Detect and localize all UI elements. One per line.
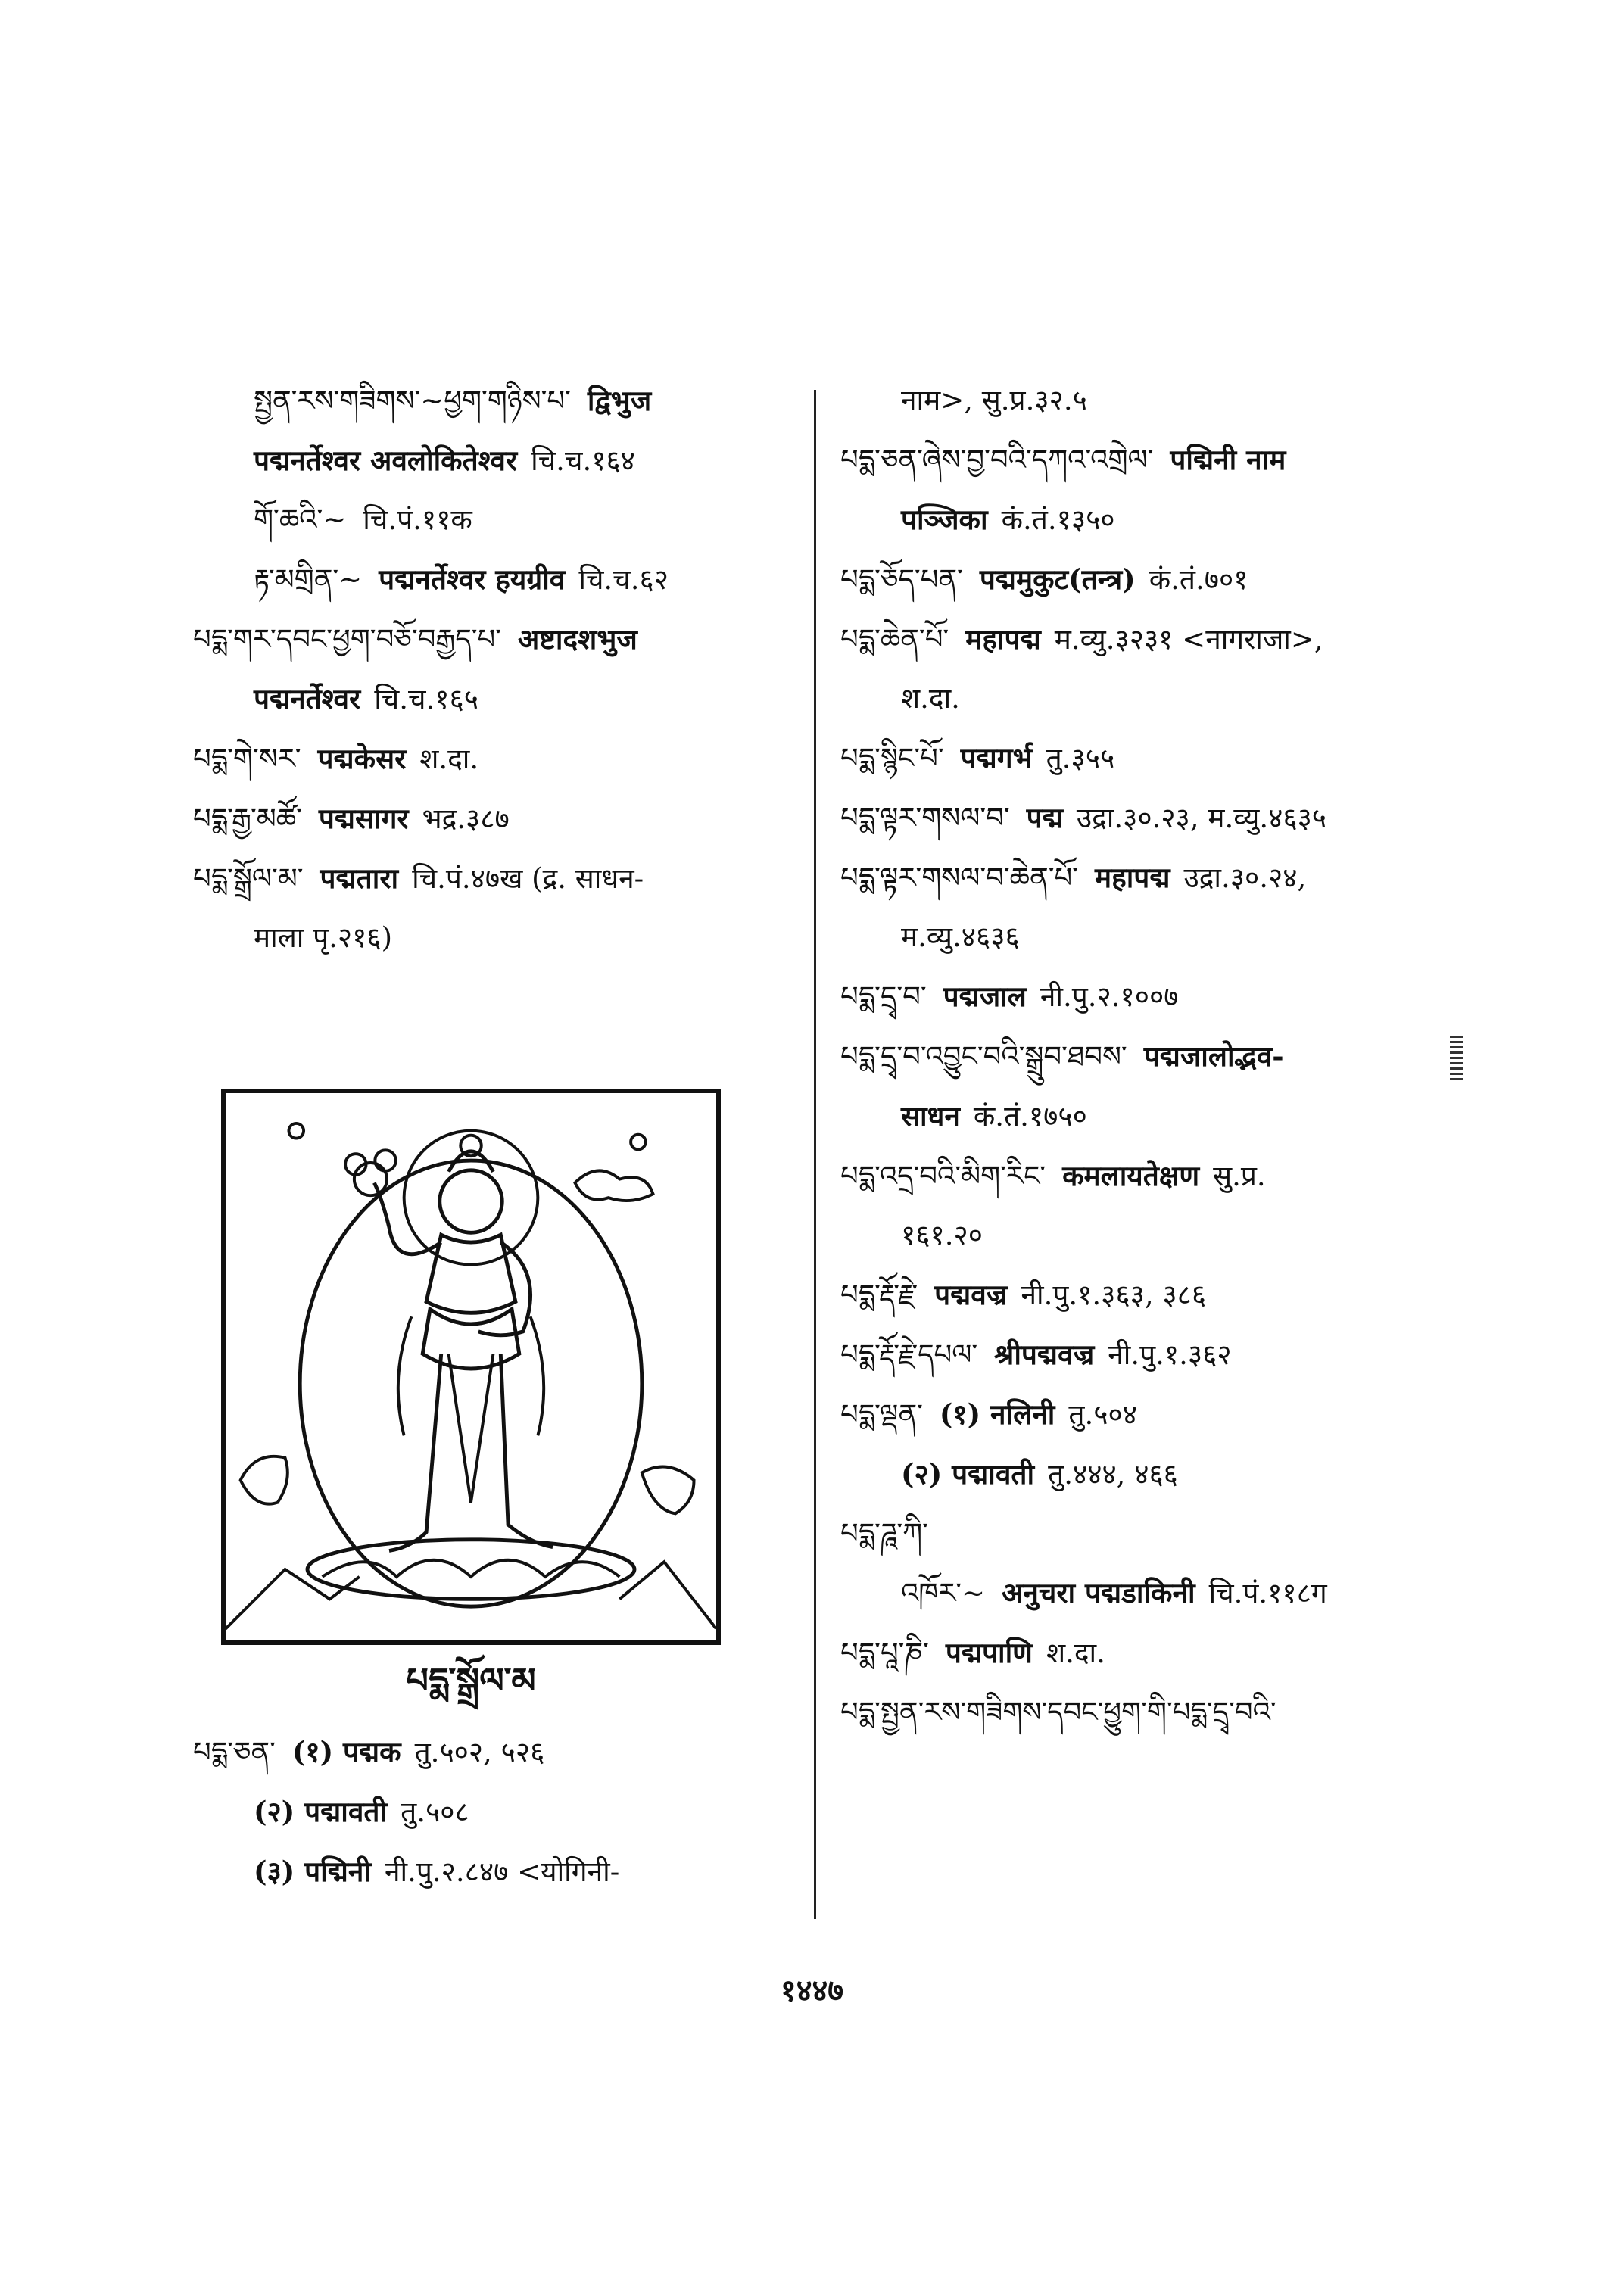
sanskrit-equivalent: पञ्जिका [901,503,988,536]
tibetan-headword: གོ་ཆའི་~ [254,503,347,536]
dictionary-entry [840,1265,1461,1325]
source-reference: तु.५०४ [1068,1398,1137,1431]
sanskrit-equivalent: द्विभुज [587,384,652,417]
source-reference: म.व्यु.४६३६ [901,921,1020,953]
source-reference: कं.तं.१७५० [973,1100,1087,1132]
dictionary-entry [840,1563,1461,1623]
dictionary-entry [193,371,799,431]
sanskrit-equivalent: पद्मनर्तेश्वर हयग्रीव [379,562,566,596]
right-entries [840,371,1461,1742]
dictionary-entry [840,1504,1461,1563]
tibetan-headword: པདྨ་ཆེན་པོ་ [840,623,949,656]
tibetan-headword: རྟ་མགྲིན་~ [254,563,363,596]
tibetan-headword: པདྨ་སྒྲོལ་མ་ [193,862,304,895]
dictionary-entry [840,430,1461,490]
tibetan-headword: པདྨ་རྡོ་རྗེ་དཔལ་ [840,1338,978,1371]
sanskrit-equivalent: (२) पद्मावती [254,1795,388,1828]
sanskrit-equivalent: श्रीपद्मवज्र [994,1338,1095,1371]
tibetan-headword: པདྨ་སྙིང་པོ་ [840,742,944,774]
dictionary-entry [193,669,799,729]
dictionary-entry [840,1146,1461,1206]
sanskrit-equivalent: पद्मसागर [318,802,409,835]
tibetan-headword: པདྨ་རྒྱ་མཚོ་ [193,802,302,835]
sanskrit-equivalent: पद्मिनी नाम [1170,443,1286,476]
tibetan-headword: པདྨ་པཱ་ཎི་ [840,1637,929,1669]
tibetan-headword: པདྨ་ལྟར་གསལ་བ་ [840,802,1010,834]
dictionary-entry [840,490,1461,550]
left-column [193,371,799,967]
left-bottom-entries [193,1722,799,1902]
sanskrit-equivalent: पद्मपाणि [945,1636,1033,1669]
sanskrit-equivalent: पद्मगर्भ [960,741,1033,774]
dictionary-entry [193,550,799,609]
source-reference: उद्रा.३०.२४, [1183,861,1307,894]
dictionary-entry [840,848,1461,908]
padma-tara-illustration [221,1089,721,1645]
source-reference: नी.पु.२.८४७ <योगिनी- [384,1855,620,1888]
sanskrit-equivalent: (३) पद्मिनी [254,1855,371,1888]
sanskrit-equivalent: पद्म [1026,801,1063,834]
dictionary-entry [840,1683,1461,1742]
sanskrit-equivalent: (२) पद्मावती [901,1457,1035,1491]
source-reference: चि.पं.४७ख (द्र. साधन- [412,862,644,895]
column-divider [814,390,816,1919]
tibetan-headword: པདྨ་ལྡན་ [840,1398,923,1431]
source-reference: चि.पं.११क [363,503,472,536]
tibetan-headword: པདྨ་ཅན་ཞེས་བྱ་བའི་དཀའ་འགྲེལ་ [840,444,1154,476]
dictionary-entry [840,1325,1461,1385]
dictionary-entry [840,669,1461,728]
source-reference: श.दा. [1046,1637,1105,1669]
source-reference: श.दा. [901,682,960,715]
left-entries [193,371,799,967]
source-reference: चि.च.६२ [578,563,669,596]
tibetan-headword: པདྨ་ཌཱ་ཀི་ [840,1517,928,1550]
dictionary-entry [840,908,1461,967]
dictionary-entry [193,609,799,669]
source-reference: नी.पु.२.१००७ [1040,980,1179,1013]
source-reference: म.व्यु.३२३१ <नागराजा>, [1054,623,1323,656]
dictionary-entry [193,1782,799,1842]
sanskrit-equivalent: पद्मकेसर [317,742,407,775]
deity-drawing [226,1093,716,1640]
sanskrit-equivalent: पद्ममुकुट(तन्त्र) [979,562,1136,596]
source-reference: तु.४४४, ४६६ [1048,1458,1178,1491]
source-reference: नी.पु.१.३६२ [1108,1338,1232,1371]
dictionary-entry [840,550,1461,609]
dictionary-entry [193,849,799,908]
source-reference: चि.च.१६५ [374,683,479,715]
dictionary-entry [840,1206,1461,1265]
sanskrit-equivalent: पद्मनर्तेश्वर अवलोकितेश्वर [254,444,518,477]
tibetan-headword: པདྨ་སྤྱན་རས་གཟིགས་དབང་ཕྱུག་གི་པདྨ་དྲྭ་བའི་ [840,1696,1276,1728]
source-reference: चि.पं.११८ग [1208,1577,1327,1609]
tibetan-headword: སྤྱན་རས་གཟིགས་~ཕྱག་གཉིས་པ་ [254,385,571,417]
source-reference: श.दा. [419,743,479,775]
source-reference: कं.तं.१३५० [1001,503,1115,536]
tibetan-headword: པདྨ་གར་དབང་ཕྱག་བཅོ་བརྒྱད་པ་ [193,623,502,656]
dictionary-entry [193,729,799,789]
tibetan-headword: འཁོར་~ [901,1577,986,1609]
source-reference: नी.पु.१.३६३, ३८६ [1021,1279,1207,1311]
dictionary-entry [840,609,1461,669]
sanskrit-equivalent: (१) पद्मक [291,1735,401,1768]
dictionary-entry [193,789,799,849]
dictionary-entry [840,1385,1461,1444]
sanskrit-equivalent: पद्मजालोद्भव- [1143,1039,1284,1073]
dictionary-entry [193,1722,799,1782]
source-reference: माला पृ.२१६) [254,921,393,954]
sanskrit-equivalent: महापद्म [1094,861,1170,894]
sanskrit-equivalent: पद्मजाल [943,980,1027,1013]
dictionary-entry [193,1842,799,1902]
source-reference: भद्र.३८७ [422,802,510,835]
tibetan-headword: པདྨ་འདྲ་བའི་མིག་རིང་ [840,1160,1046,1192]
sanskrit-equivalent: महापद्म [965,622,1041,656]
sanskrit-equivalent: कमलायतेक्षण [1062,1159,1200,1192]
sanskrit-equivalent: पद्मतारा [320,861,399,895]
tibetan-headword: པདྨ་ཅོད་པན་ [840,563,963,596]
tibetan-headword: པདྨ་རྡོ་རྗེ་ [840,1279,918,1311]
source-reference: तु.५०८ [401,1796,469,1828]
source-reference: चि.च.१६४ [531,444,635,477]
dictionary-entry [840,967,1461,1027]
sanskrit-equivalent: (१) नलिनी [939,1397,1055,1431]
dictionary-entry [193,908,799,967]
tibetan-headword: པདྨ་དྲྭ་བ་ [840,980,927,1013]
tibetan-headword: པདྨ་ལྟར་གསལ་བ་ཆེན་པོ་ [840,861,1078,894]
margin-thumb-mark [1450,1036,1463,1081]
sanskrit-equivalent: पद्मवज्र [934,1278,1008,1311]
figure-caption: པདྨ་སྒྲོལ་མ [406,1660,536,1701]
dictionary-entry [840,788,1461,848]
source-reference: सु.प्र. [1213,1160,1266,1192]
source-reference: कं.तं.७०१ [1149,563,1248,596]
sanskrit-equivalent: साधन [901,1099,960,1132]
source-reference: तु.३५५ [1046,742,1115,774]
tibetan-headword: པདྨ་དྲྭ་བ་འབྱུང་བའི་སྒྲུབ་ཐབས་ [840,1040,1127,1073]
dictionary-entry [840,728,1461,788]
dictionary-entry [193,431,799,491]
source-reference: तु.५०२, ५२६ [414,1736,545,1768]
page-number: १४४७ [780,1973,844,2008]
source-reference: नाम>, सु.प्र.३२.५ [901,384,1087,416]
source-reference: १६१.२० [901,1219,983,1251]
dictionary-entry [840,1444,1461,1504]
sanskrit-equivalent: पद्मनर्तेश्वर [254,682,361,715]
sanskrit-equivalent: अष्टादशभुज [518,622,637,656]
right-column [840,371,1461,1742]
tibetan-headword: པདྨ་ཅན་ [193,1736,276,1768]
sanskrit-equivalent: अनुचरा पद्मडाकिनी [1002,1576,1195,1609]
dictionary-entry [193,491,799,550]
source-reference: उद्रा.३०.२३, म.व्यु.४६३५ [1076,802,1327,834]
dictionary-entry [840,1027,1461,1086]
dictionary-entry [840,371,1461,430]
tibetan-headword: པདྨ་གེ་སར་ [193,743,301,775]
dictionary-entry [840,1086,1461,1146]
dictionary-entry [840,1623,1461,1683]
